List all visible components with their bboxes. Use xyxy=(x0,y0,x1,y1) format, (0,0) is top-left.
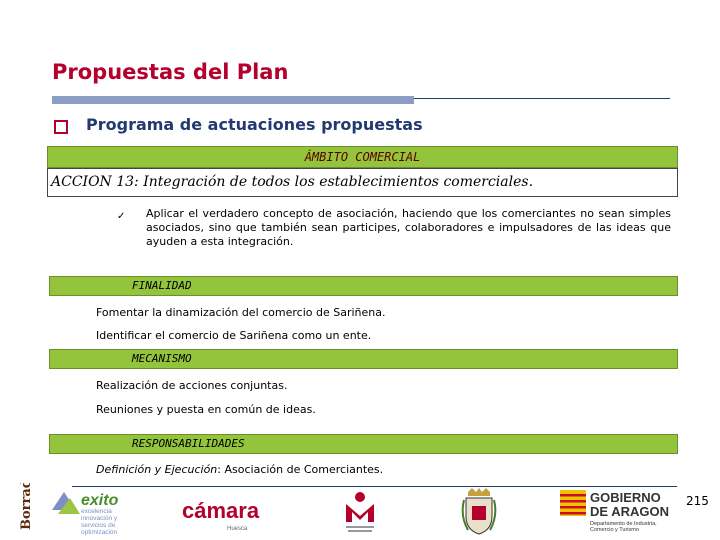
title-rule xyxy=(414,98,670,99)
page-title: Propuestas del Plan xyxy=(52,60,289,84)
camara-logo-graphic xyxy=(182,494,278,534)
responsabilidades-item-value: : Asociación de Comerciantes. xyxy=(217,463,384,476)
gobierno-aragon-logo-graphic xyxy=(560,488,675,536)
page-number: 215 xyxy=(686,494,709,508)
svg-text:excelencia: excelencia xyxy=(81,508,112,515)
svg-text:DE ARAGON: DE ARAGON xyxy=(590,504,669,519)
svg-text:Huesca: Huesca xyxy=(227,526,248,532)
responsabilidades-item-label: Definición y Ejecución xyxy=(96,463,218,476)
svg-text:innovación y: innovación y xyxy=(81,515,118,522)
borrador-watermark xyxy=(14,483,36,531)
responsabilidades-item xyxy=(96,463,383,476)
svg-text:Departamento de Industria,: Departamento de Industria, xyxy=(590,521,657,527)
square-bullet-icon xyxy=(54,120,68,134)
title-underline xyxy=(52,96,414,104)
exito-logo xyxy=(50,488,130,536)
accion-description: Aplicar el verdadero concepto de asociación, haciendo que los comerciantes no sean simples asociados, sino que también sean participes, colaboradores e impulsadores de las ideas que ayuden a esta integración. xyxy=(146,207,671,248)
subtitle: Programa de actuaciones propuestas xyxy=(86,115,423,134)
coat-of-arms-icon xyxy=(458,486,500,536)
finalidad-item: Identificar el comercio de Sariñena como un ente. xyxy=(96,329,372,342)
svg-text:exito: exito xyxy=(81,492,119,509)
exito-logo-graphic xyxy=(50,488,130,536)
finalidad-label: FINALIDAD xyxy=(132,279,192,292)
svg-text:Comercio y Turismo: Comercio y Turismo xyxy=(590,527,639,533)
svg-text:cámara: cámara xyxy=(182,498,260,523)
gobierno-aragon-logo xyxy=(560,488,675,536)
accion-title: ACCION 13: Integración de todos los establecimientos comerciales. xyxy=(51,174,534,190)
camara-logo xyxy=(182,494,278,534)
finalidad-item: Fomentar la dinamización del comercio de Sariñena. xyxy=(96,306,386,319)
mecanismo-item: Realización de acciones conjuntas. xyxy=(96,379,288,392)
mecanismo-label: MECANISMO xyxy=(132,352,192,365)
footer-rule xyxy=(72,486,677,487)
asociacion-m-logo xyxy=(340,490,380,536)
svg-text:optimización: optimización xyxy=(81,529,118,536)
checkmark-icon: ✓ xyxy=(117,211,126,222)
borrador-text: Borrador xyxy=(19,483,34,530)
ambito-bar: ÁMBITO COMERCIAL xyxy=(47,146,678,168)
svg-text:GOBIERNO: GOBIERNO xyxy=(590,490,661,505)
svg-text:servicios de: servicios de xyxy=(81,522,116,529)
mecanismo-item: Reuniones y puesta en común de ideas. xyxy=(96,403,316,416)
responsabilidades-label: RESPONSABILIDADES xyxy=(132,437,245,450)
